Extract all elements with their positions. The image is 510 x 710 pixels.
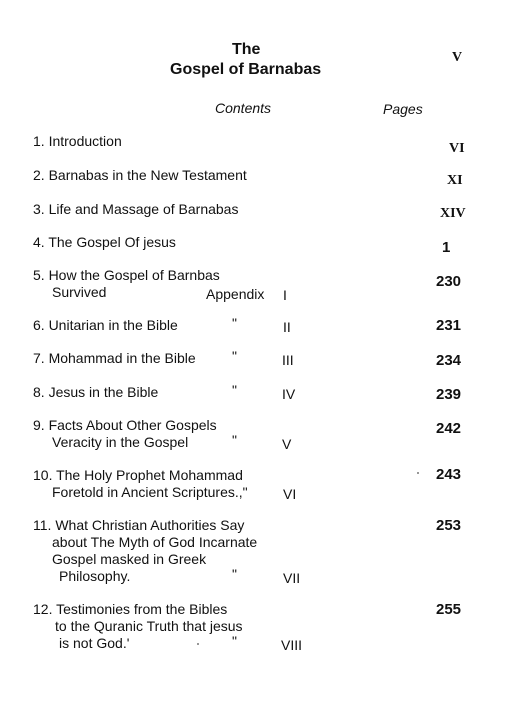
entry-6-page: 231: [436, 317, 462, 334]
entry-3-page: XIV: [440, 206, 466, 221]
entry-8-appendix: IV: [282, 386, 296, 402]
entry-6-appendix: II: [283, 319, 291, 335]
ditto-mark: ": [232, 432, 237, 448]
entry-3-text: 3. Life and Massage of Barnabas: [33, 201, 239, 217]
entry-10-text-line-2: Foretold in Ancient Scriptures.,": [52, 484, 248, 500]
entry-12-appendix: VIII: [281, 637, 303, 653]
ditto-mark: ": [232, 633, 237, 649]
entry-2-text: 2. Barnabas in the New Testament: [33, 167, 247, 183]
entry-12-text-line-3: is not God.': [59, 635, 130, 651]
ditto-mark: ": [232, 348, 237, 364]
page-marker: V: [452, 50, 463, 65]
scan-speck: [417, 472, 419, 474]
contents-heading: Contents: [215, 100, 272, 116]
entry-12-text-line-2: to the Quranic Truth that jesus: [55, 618, 243, 634]
ditto-mark: ": [232, 566, 237, 582]
entry-11-appendix: VII: [283, 570, 301, 586]
entry-7-page: 234: [436, 352, 462, 369]
entry-4-text: 4. The Gospel Of jesus: [33, 234, 176, 250]
entry-5-text-line-1: 5. How the Gospel of Barnbas: [33, 267, 220, 283]
pages-heading: Pages: [383, 101, 423, 117]
entry-12-text-line-1: 12. Testimonies from the Bibles: [33, 601, 228, 617]
ditto-mark: ": [232, 382, 237, 398]
entry-9-appendix: V: [282, 436, 292, 452]
entry-7-text: 7. Mohammad in the Bible: [33, 350, 196, 366]
entry-1-text: 1. Introduction: [33, 133, 122, 149]
entry-9-text-line-2: Veracity in the Gospel: [52, 434, 189, 450]
entry-10-appendix: VI: [283, 486, 297, 502]
entry-5-appendix: I: [283, 287, 287, 303]
entry-8-text: 8. Jesus in the Bible: [33, 384, 159, 400]
entry-11-page: 253: [436, 517, 462, 534]
entry-8-page: 239: [436, 386, 462, 403]
entry-10-text-line-1: 10. The Holy Prophet Mohammad: [33, 467, 243, 483]
entry-5-page: 230: [436, 273, 462, 290]
entry-7-appendix: III: [282, 352, 294, 368]
appendix-label: Appendix: [206, 286, 265, 302]
entry-11-text-line-4: Philosophy.: [59, 568, 131, 584]
entry-11-text-line-3: Gospel masked in Greek: [52, 551, 207, 567]
entry-11-text-line-1: 11. What Christian Authorities Say: [33, 517, 245, 533]
entry-6-text: 6. Unitarian in the Bible: [33, 317, 178, 333]
entry-2-page: XI: [447, 173, 463, 188]
title-line-1: The: [232, 41, 261, 58]
entry-5-text-line-2: Survived: [52, 284, 107, 300]
entry-1-page: VI: [449, 141, 465, 156]
scan-speck: [197, 643, 199, 645]
entry-12-page: 255: [436, 601, 462, 618]
entry-4-page: 1: [442, 239, 451, 256]
entry-9-text-line-1: 9. Facts About Other Gospels: [33, 417, 217, 433]
entry-9-page: 242: [436, 420, 462, 437]
entry-10-page: 243: [436, 466, 462, 483]
ditto-mark: ": [232, 315, 237, 331]
title-line-2: Gospel of Barnabas: [170, 61, 322, 78]
entry-11-text-line-2: about The Myth of God Incarnate: [52, 534, 258, 550]
